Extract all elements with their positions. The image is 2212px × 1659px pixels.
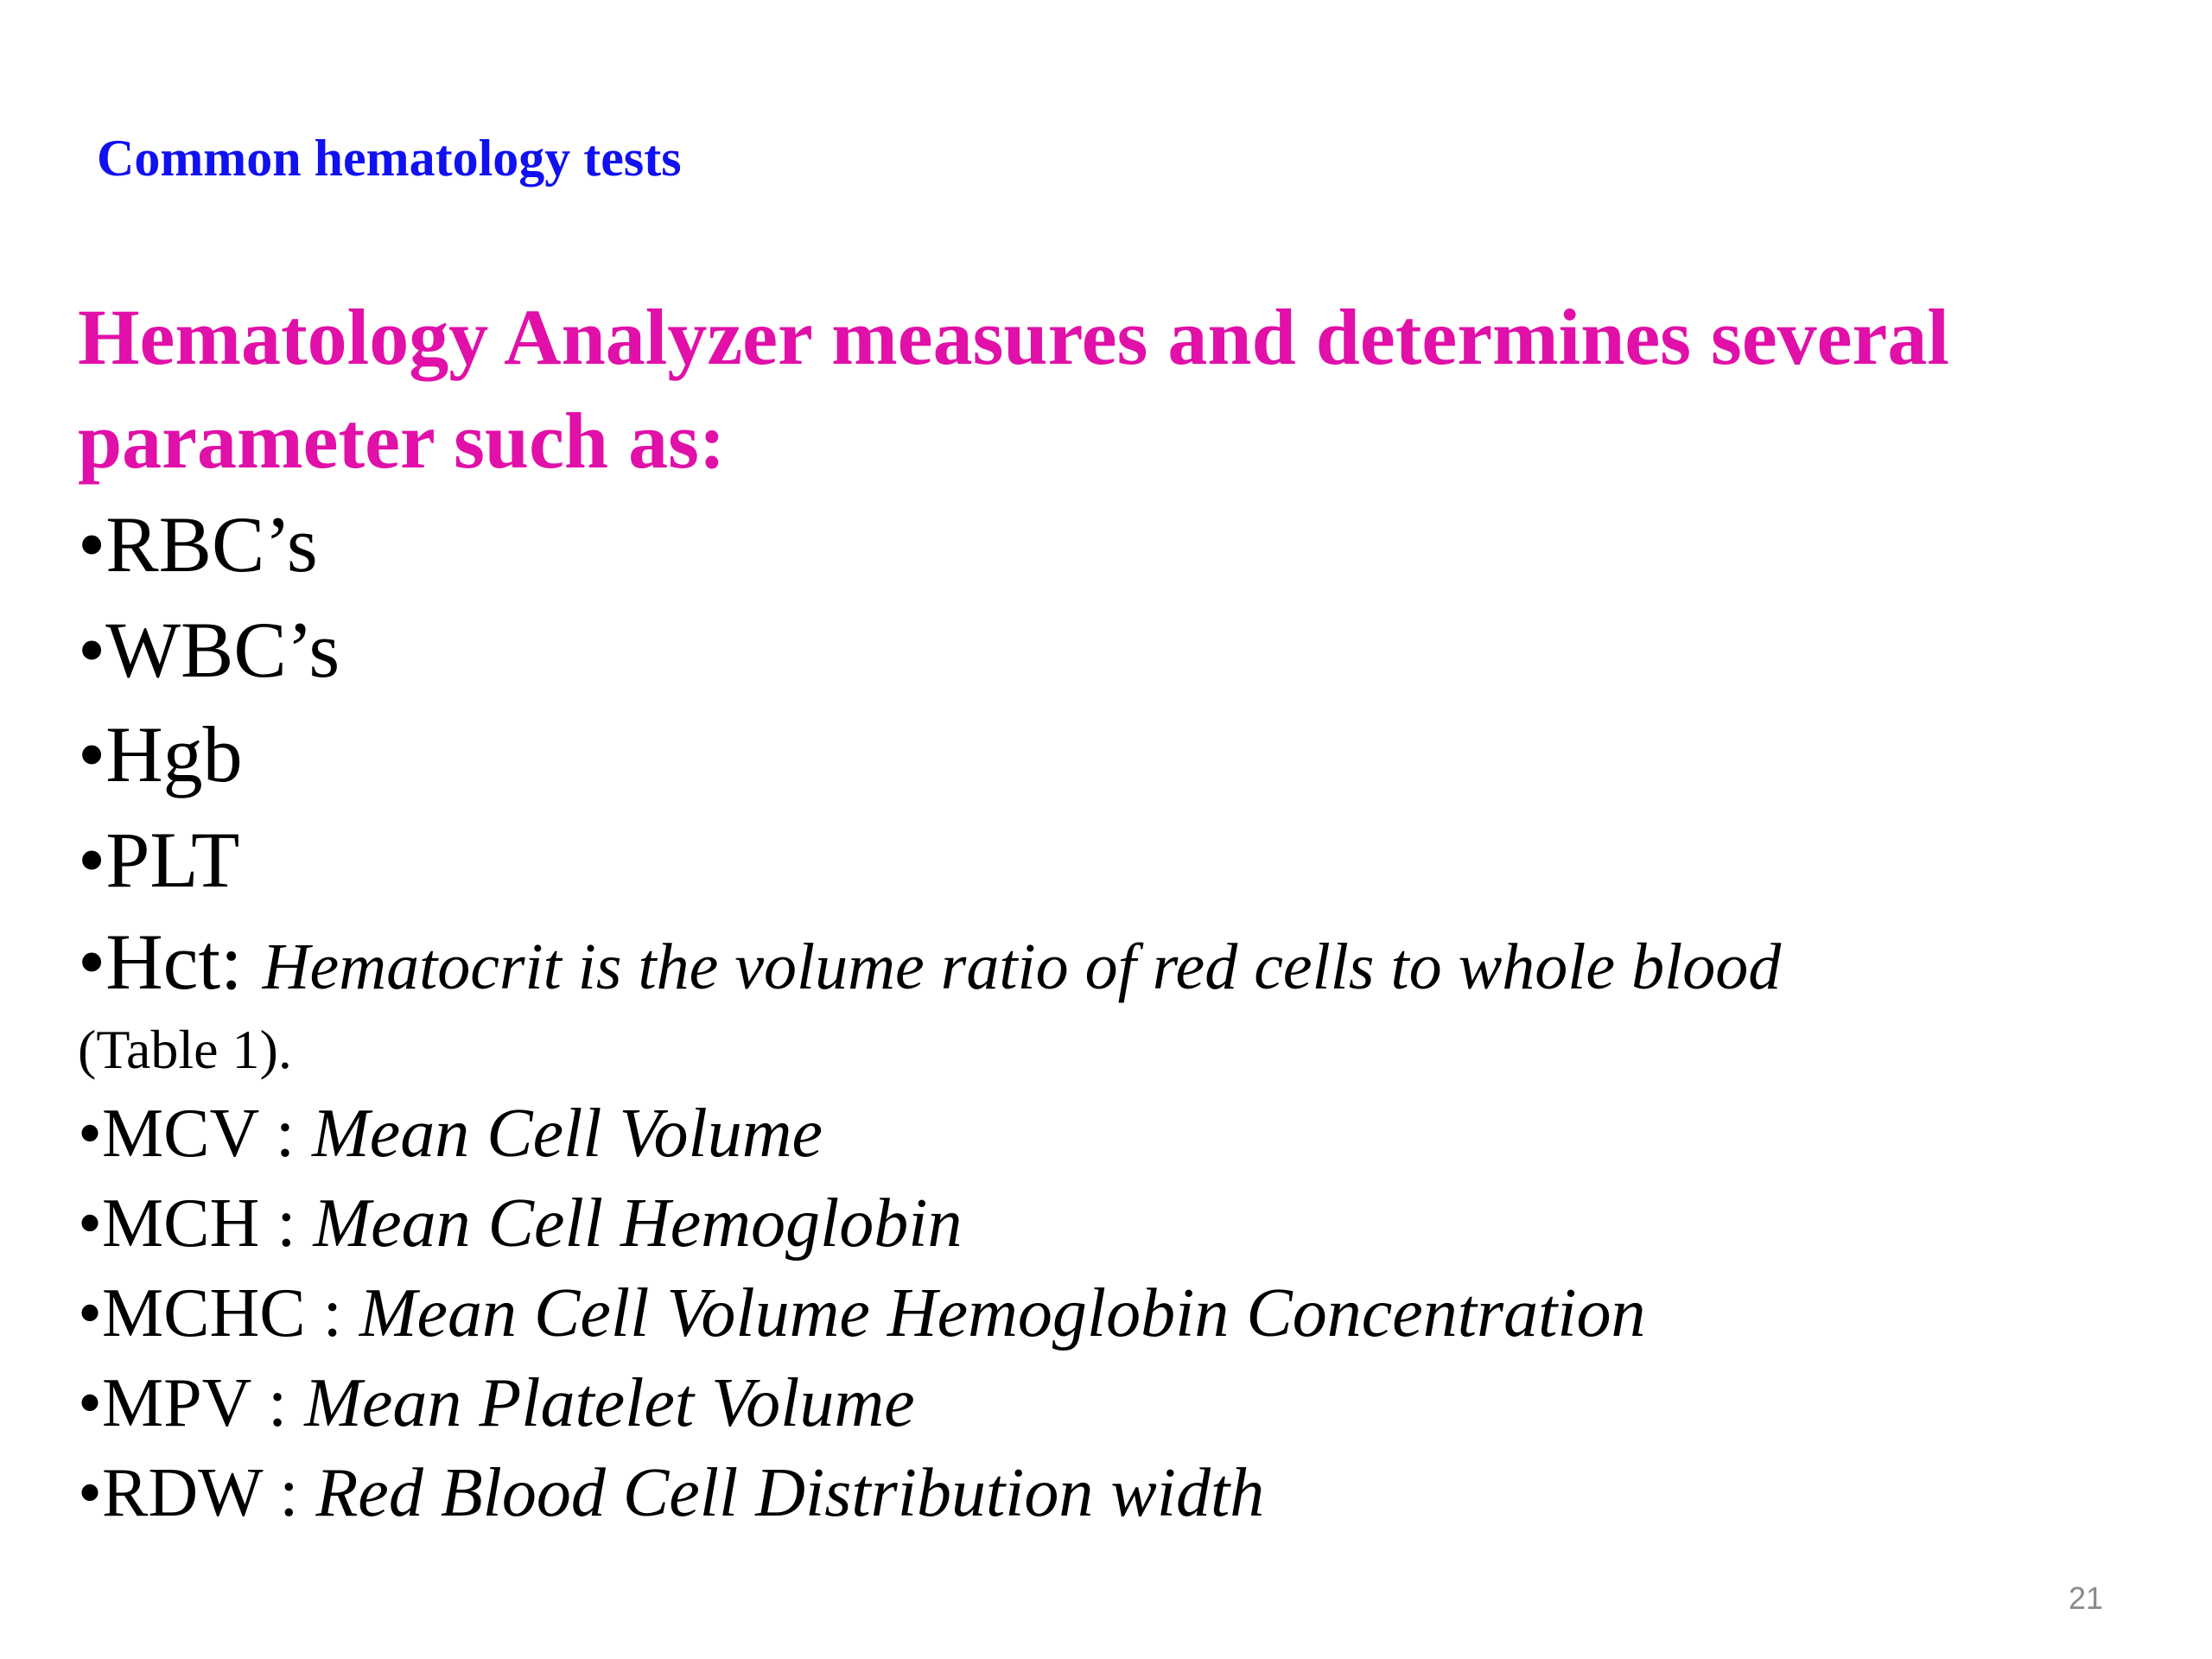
item-description: Mean Platelet Volume <box>304 1365 915 1441</box>
list-item-hct <box>78 914 1781 1014</box>
bullet-marker: • <box>78 500 106 588</box>
item-description: Mean Cell Volume Hemoglobin Concentration <box>359 1275 1646 1351</box>
intro-text: Hematology Analyzer measures and determines several parameter such as: <box>78 293 1949 485</box>
list-item-mchc <box>78 1270 1646 1357</box>
item-code: Hct: <box>105 918 243 1006</box>
bullet-marker: • <box>78 1185 103 1262</box>
item-code: MPV : <box>102 1365 288 1441</box>
bullet-marker: • <box>78 1455 103 1531</box>
bullet-marker: • <box>78 1275 103 1351</box>
bullet-marker: • <box>78 816 106 904</box>
bullet-marker: • <box>78 606 106 694</box>
item-description: Red Blood Cell Distribution width <box>315 1455 1265 1531</box>
bullet-marker: • <box>78 1096 103 1172</box>
page-number: 21 <box>2068 1580 2103 1616</box>
bullet-marker: • <box>78 918 106 1006</box>
list-item-plt <box>78 812 239 907</box>
item-code: Hgb <box>105 710 243 798</box>
item-description: Mean Cell Volume <box>312 1096 823 1172</box>
item-code: PLT <box>105 816 240 904</box>
item-code: RBC’s <box>105 500 318 588</box>
bullet-marker: • <box>78 1365 103 1441</box>
list-item-rdw <box>78 1450 1264 1536</box>
list-item-rbc <box>78 497 318 592</box>
item-code: MCHC : <box>102 1275 342 1351</box>
item-code: MCH : <box>102 1185 296 1262</box>
item-code: WBC’s <box>105 606 340 694</box>
hct-table-note: (Table 1). <box>78 1019 292 1080</box>
item-code: MCV : <box>102 1096 296 1172</box>
list-item-mpv <box>78 1360 915 1446</box>
list-item-mch <box>78 1180 963 1267</box>
slide-heading: Common hematology tests <box>97 130 682 187</box>
list-item-hgb <box>78 707 243 802</box>
item-description: Mean Cell Hemoglobin <box>313 1185 963 1262</box>
item-description: Hematocrit is the volume ratio of red cells to whole blood <box>262 931 1782 1003</box>
item-code: RDW : <box>102 1455 299 1531</box>
bullet-marker: • <box>78 710 106 798</box>
list-item-mcv <box>78 1090 823 1177</box>
list-item-wbc <box>78 602 340 697</box>
